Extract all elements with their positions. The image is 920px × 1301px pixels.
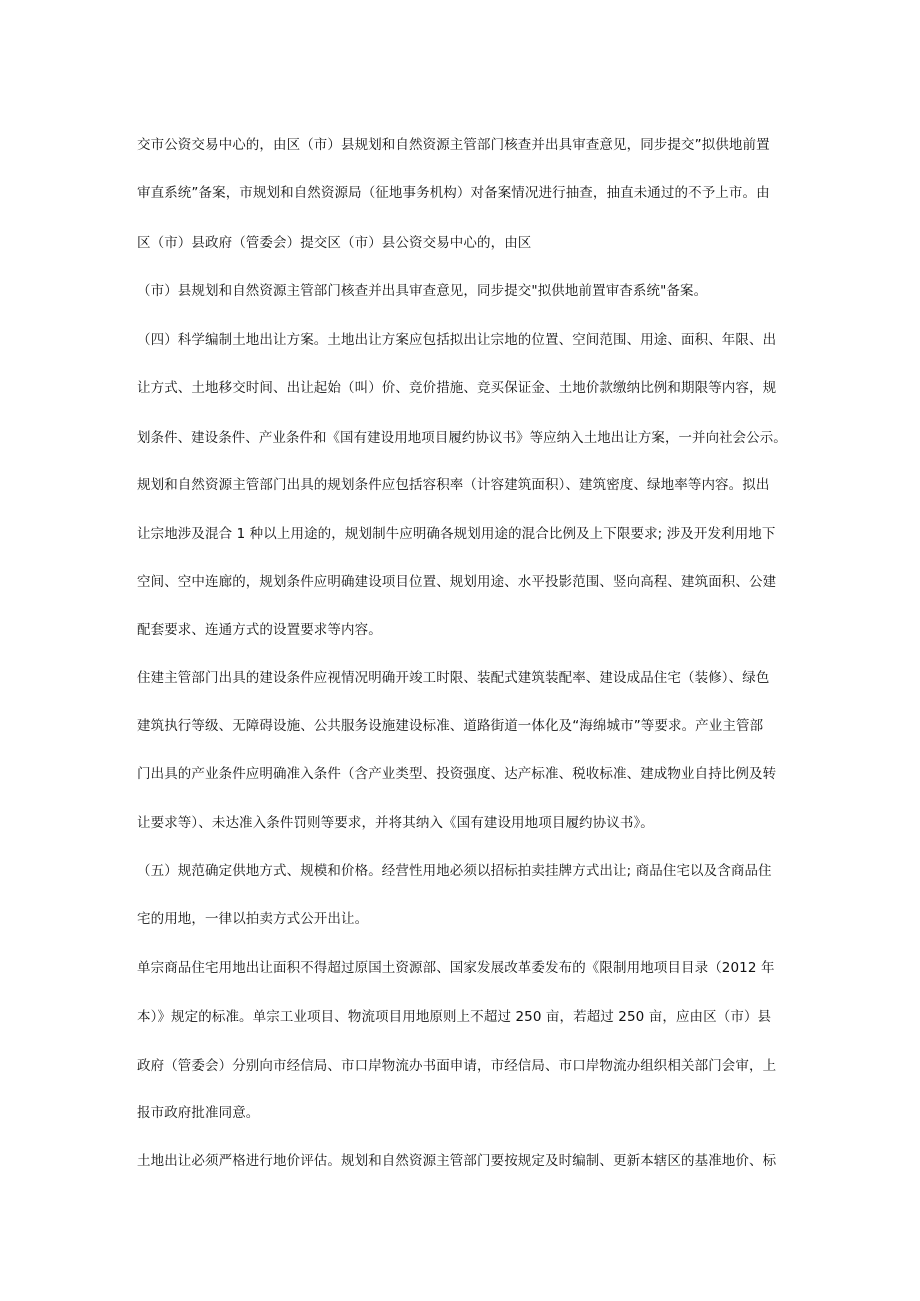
text-line: 区（市）县政府（管委会）提交区（市）县公资交易中心的，由区 <box>137 235 532 251</box>
text-line: 审直系统”备案，市规划和自然资源局（征地事务机构）对备案情况进行抽查，抽直未通过的不予上市。由 <box>137 185 770 201</box>
text-line: 空间、空中连廊的，规划条件应明确建设项目位置、规划用途、水平投影范围、竖向高程、建筑面积、公建 <box>137 574 777 590</box>
text-line: 宅的用地，一律以拍卖方式公开出让。 <box>137 911 369 927</box>
text-line: 让方式、土地移交时间、出让起始（叫）价、竞价措施、竞买保证金、土地价款缴纳比例和期限等内容，规 <box>137 380 777 396</box>
text-line: 建筑执行等级、无障碍设施、公共服务设施建设标准、道路街道一体化及“海绵城市”等要求。产业主管部 <box>137 718 764 734</box>
text-line: （市）县规划和自然资源主管部门核查并出具审查意见，同步提交"拟供地前置审杳系统"备案。 <box>137 283 708 299</box>
text-line: （五）规范确定供地方式、规模和价格。经营性用地必须以招标拍卖挂牌方式出让; 商品住宅以及含商品住 <box>137 863 772 879</box>
text-line: 让宗地涉及混合 1 种以上用途的，规划制牛应明确各规划用途的混合比例及上下限要求; 涉及开发利用地下 <box>137 526 776 542</box>
text-line: 单宗商品住宅用地出让面积不得超过原国土资源部、国家发展改革委发布的《限制用地项目目录（2012 年 <box>137 960 775 976</box>
text-line: 本）》规定的标准。单宗工业项目、物流项目用地原则上不超过 250 亩，若超过 250 亩，应由区（市）县 <box>137 1009 772 1025</box>
text-line: 划条件、建设条件、产业条件和《国有建设用地项目履约协议书》等应纳入土地出让方案，一并向社会公示。 <box>137 430 787 446</box>
text-line: 报市政府批准同意。 <box>137 1105 260 1121</box>
text-line: 政府（管委会）分别向市经信局、市口岸物流办书面申请，市经信局、市口岸物流办组织相关部门会审，上 <box>137 1058 777 1074</box>
text-line: 配套要求、连通方式的设置要求等内容。 <box>137 622 382 638</box>
text-line: 住建主管部门出具的建设条件应视情况明确开竣工时限、装配式建筑装配率、建设成品住宅（装修）、绿色 <box>137 670 770 686</box>
text-line: （四）科学编制土地出让方案。土地出让方案应包括拟出让宗地的位置、空间范围、用途、面积、年限、出 <box>137 332 777 348</box>
text-line: 规划和自然资源主管部门出具的规划条件应包括容积率（计容建筑面积）、建筑密度、绿地率等内容。拟出 <box>137 477 770 493</box>
text-line: 交市公资交易中心的，由区（市）县规划和自然资源主管部门核查并出具审查意见，同步提交”拟供地前置 <box>137 137 770 153</box>
text-line: 门出具的产业条件应明确准入条件（含产业类型、投资强度、达产标准、税收标准、建成物业自持比例及转 <box>137 766 777 782</box>
text-line: 土地出让必须严格进行地价评估。规划和自然资源主管部门要按规定及时编制、更新本辖区的基准地价、标 <box>137 1153 777 1169</box>
text-line: 让要求等）、未达准入条件罚则等要求，并将其纳入《国有建设用地项目履约协议书》。 <box>137 815 654 831</box>
